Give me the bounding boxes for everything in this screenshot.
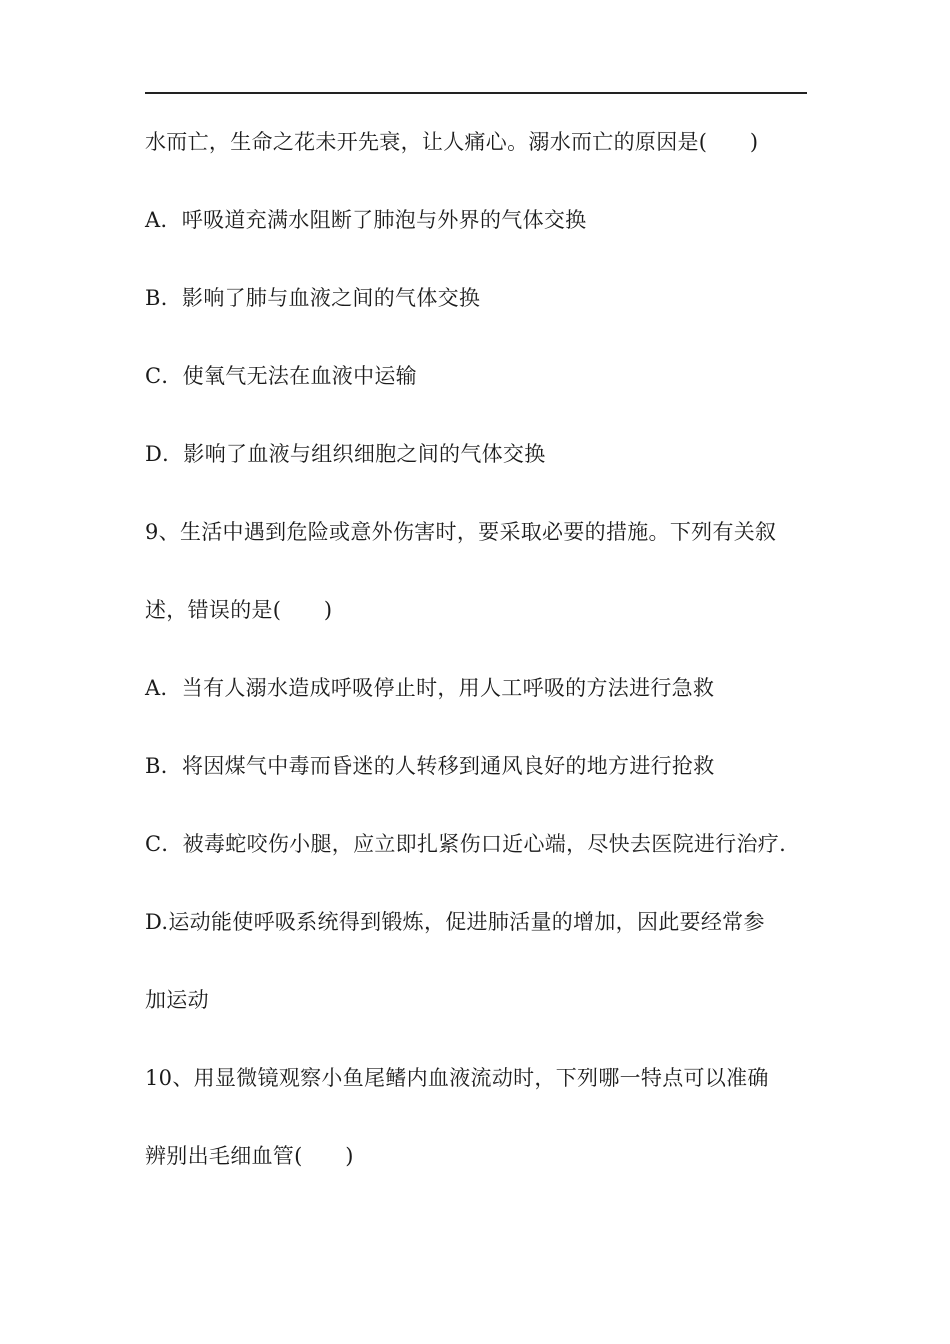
question-9-stem: 9、生活中遇到危险或意外伤害时，要采取必要的措施。下列有关叙 [145, 520, 777, 544]
question-9-option-d-continuation: 加运动 [145, 988, 209, 1012]
question-8-option-c: C．使氧气无法在血液中运输 [145, 364, 417, 388]
question-8-option-b: B．影响了肺与血液之间的气体交换 [145, 286, 481, 310]
question-8-option-a: A．呼吸道充满水阻断了肺泡与外界的气体交换 [145, 208, 587, 232]
question-9-stem-continuation: 述，错误的是( ) [145, 598, 333, 622]
question-9-option-d: D.运动能使呼吸系统得到锻炼，促进肺活量的增加，因此要经常参 [145, 910, 765, 934]
question-9-option-c: C．被毒蛇咬伤小腿，应立即扎紧伤口近心端，尽快去医院进行治疗. [145, 832, 787, 856]
question-9-option-b: B．将因煤气中毒而昏迷的人转移到通风良好的地方进行抢救 [145, 754, 715, 778]
header-rule [145, 92, 807, 94]
question-10-stem: 10、用显微镜观察小鱼尾鳍内血液流动时，下列哪一特点可以准确 [145, 1066, 769, 1090]
question-9-option-a: A．当有人溺水造成呼吸停止时，用人工呼吸的方法进行急救 [145, 676, 715, 700]
question-8-option-d: D．影响了血液与组织细胞之间的气体交换 [145, 442, 546, 466]
question-10-stem-continuation: 辨别出毛细血管( ) [145, 1144, 354, 1168]
question-8-stem-continuation: 水而亡，生命之花未开先衰，让人痛心。溺水而亡的原因是( ) [145, 130, 759, 154]
